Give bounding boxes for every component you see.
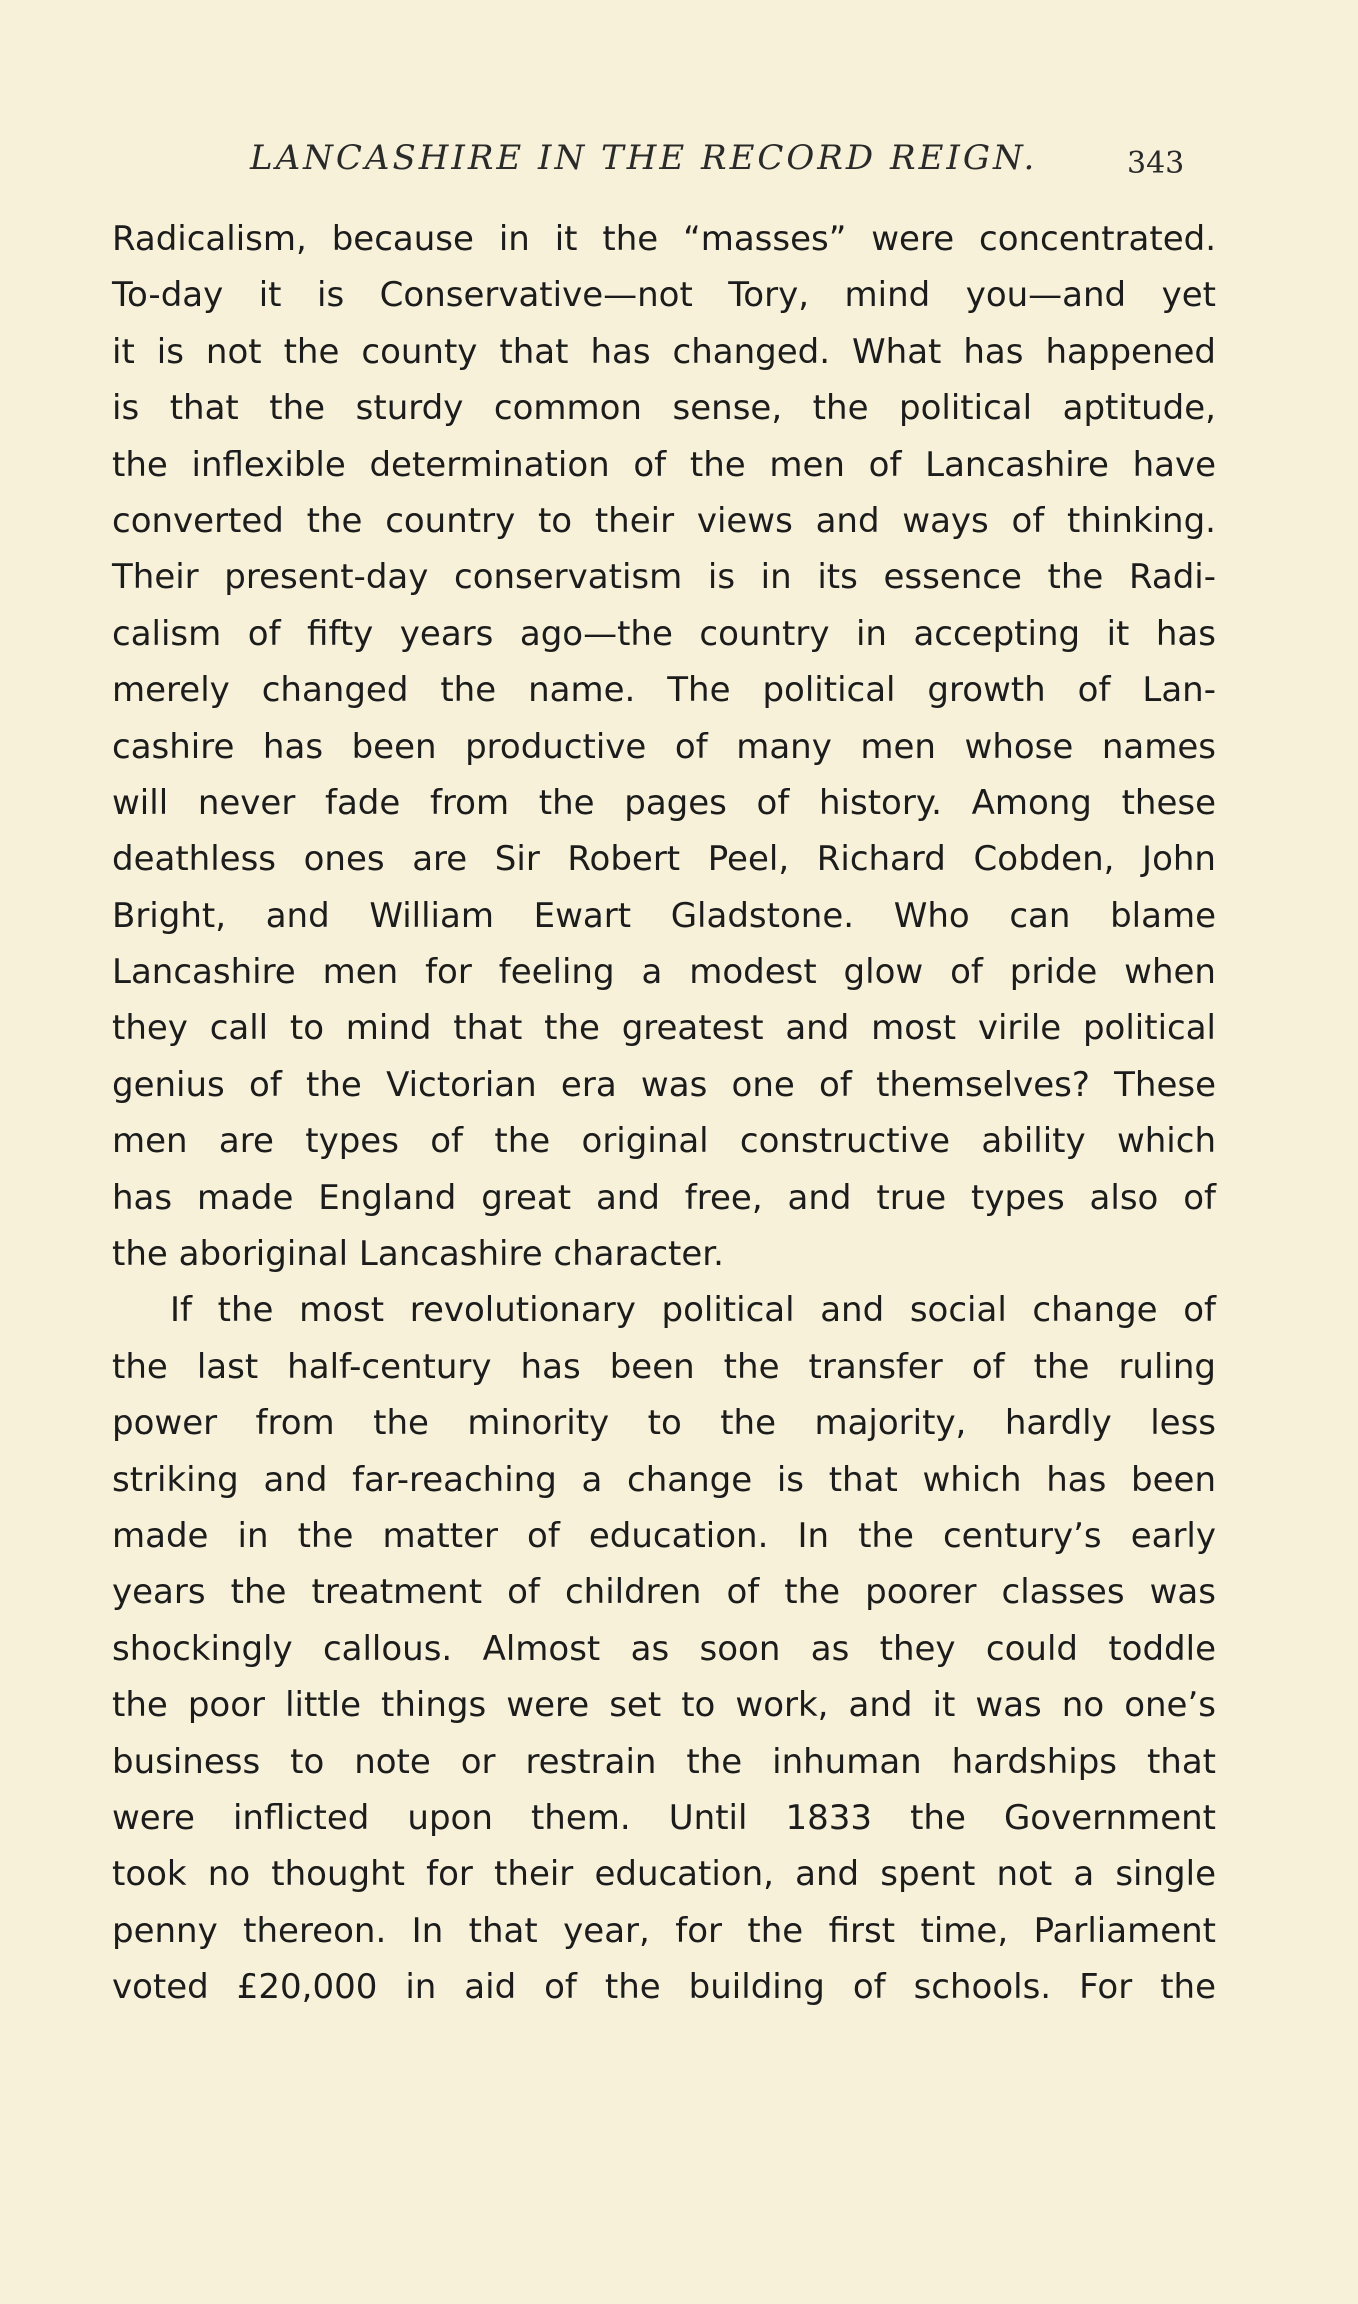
text-line: years the treatment of children of the poorer classes was (112, 1572, 1216, 1613)
text-line: penny thereon. In that year, for the first time, Parliament (112, 1910, 1216, 1951)
text-line: the inflexible determination of the men of Lancashire have (112, 444, 1216, 485)
text-line: made in the matter of education. In the century’s early (112, 1515, 1216, 1556)
text-line: has made England great and free, and true types also of (112, 1177, 1216, 1218)
text-line: Their present-day conservatism is in its essence the Radi- (112, 557, 1216, 598)
text-line: Bright, and William Ewart Gladstone. Who can blame (112, 895, 1216, 936)
body-text (112, 211, 1216, 2016)
text-line: Lancashire men for feeling a modest glow of pride when (112, 952, 1216, 993)
text-line: genius of the Victorian era was one of themselves? These (112, 1064, 1216, 1105)
text-line: is that the sturdy common sense, the political aptitude, (112, 388, 1216, 429)
text-line: will never fade from the pages of history. Among these (112, 782, 1216, 823)
text-line: men are types of the original constructive ability which (112, 1121, 1216, 1162)
text-line: power from the minority to the majority, hardly less (112, 1403, 1216, 1444)
text-line: were inflicted upon them. Until 1833 the Government (112, 1797, 1216, 1838)
text-line: the last half-century has been the transfer of the ruling (112, 1346, 1216, 1387)
text-line: converted the country to their views and ways of thinking. (112, 500, 1216, 541)
paragraph-start-line: If the most revolutionary political and social change of (170, 1290, 1216, 1331)
text-line: shockingly callous. Almost as soon as they could toddle (112, 1628, 1216, 1669)
text-line: calism of fifty years ago—the country in accepting it has (112, 613, 1216, 654)
text-line: the poor little things were set to work, and it was no one’s (112, 1685, 1216, 1726)
page-header (0, 138, 1358, 188)
text-line: merely changed the name. The political growth of Lan- (112, 670, 1216, 711)
text-line: striking and far-reaching a change is that which has been (112, 1459, 1216, 1500)
text-line: business to note or restrain the inhuman hardships that (112, 1741, 1216, 1782)
text-line: it is not the county that has changed. What has happened (112, 331, 1216, 372)
text-line: To-day it is Conservative—not Tory, mind you—and yet (112, 275, 1216, 316)
text-line: they call to mind that the greatest and most virile political (112, 1008, 1216, 1049)
text-line: Radicalism, because in it the “masses” were concentrated. (112, 219, 1216, 259)
text-line: voted £20,000 in aid of the building of schools. For the (112, 1967, 1216, 2008)
paragraph-end-line: the aboriginal Lancashire character. (112, 1234, 724, 1275)
text-line: deathless ones are Sir Robert Peel, Richard Cobden, John (112, 839, 1216, 880)
page-number: 343 (1127, 146, 1185, 181)
text-line: took no thought for their education, and spent not a single (112, 1854, 1216, 1895)
text-line: cashire has been productive of many men whose names (112, 726, 1216, 767)
running-head: LANCASHIRE IN THE RECORD REIGN. (250, 138, 1038, 178)
